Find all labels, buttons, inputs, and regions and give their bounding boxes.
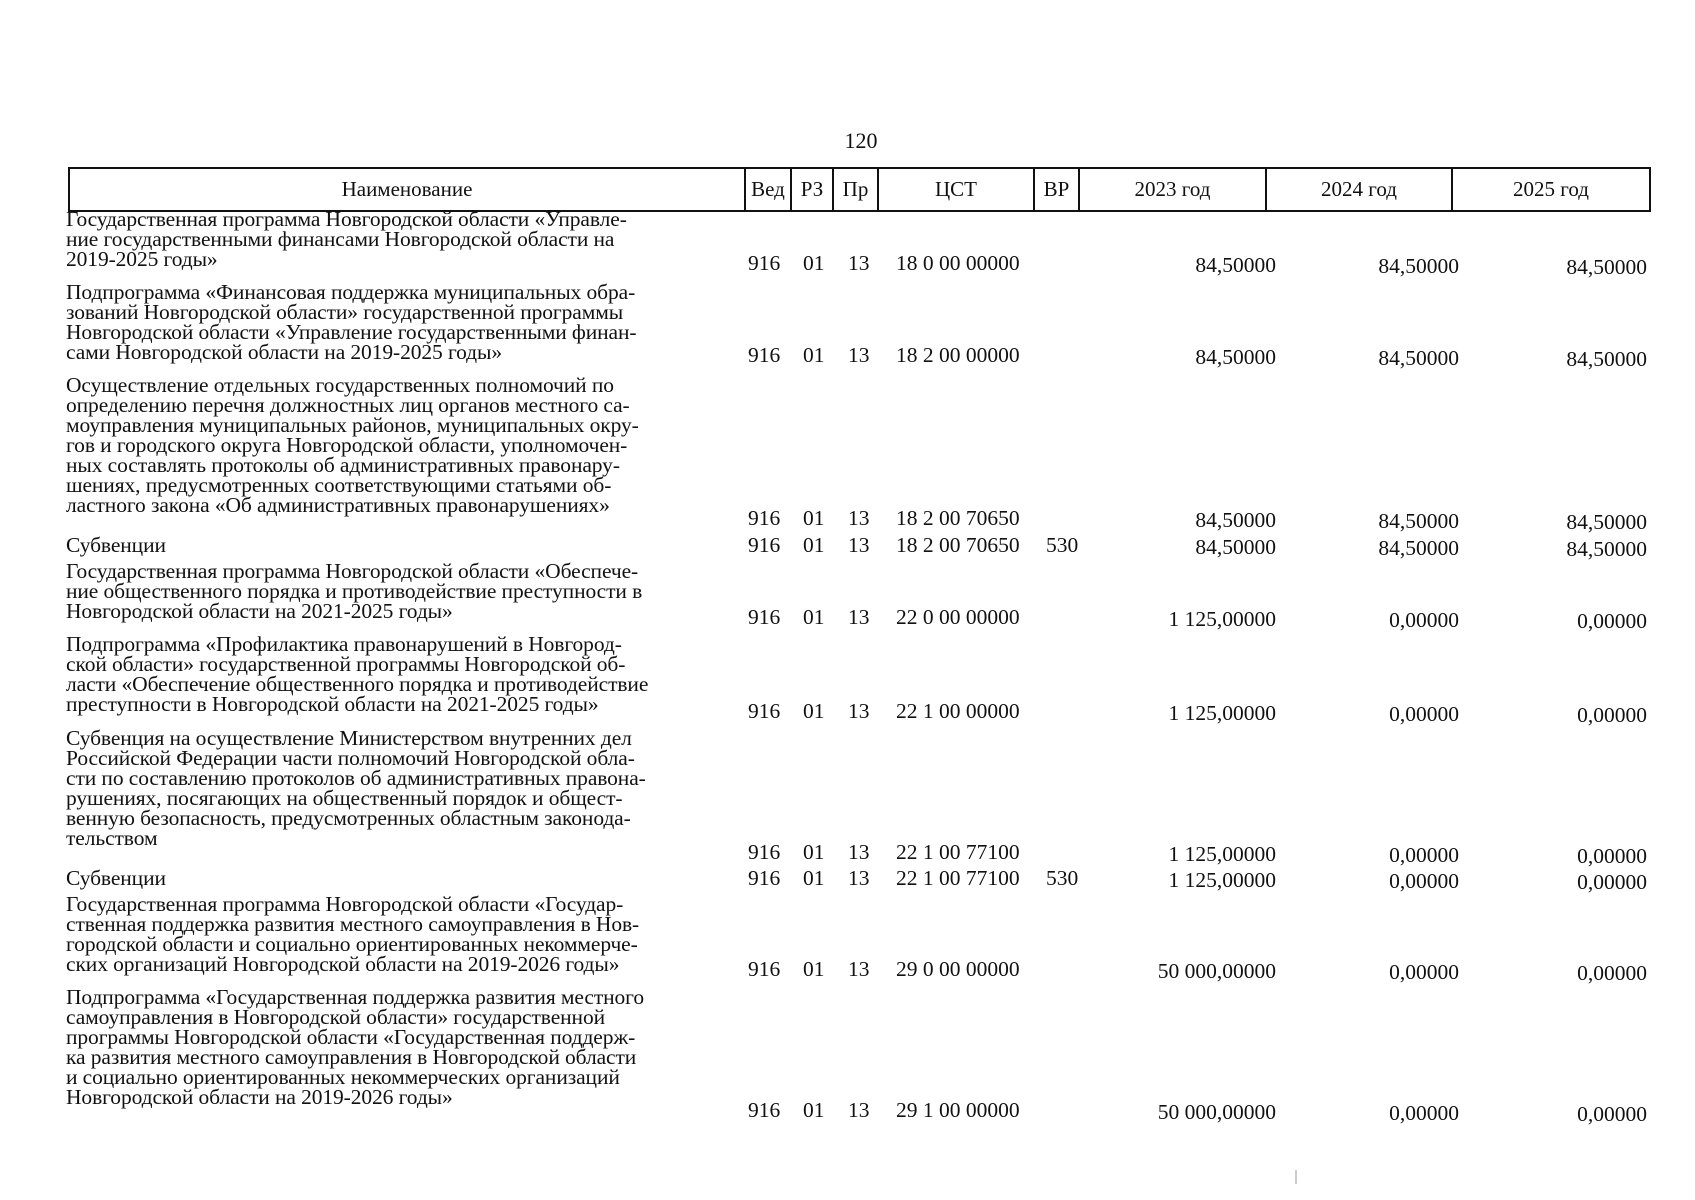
- row-2025: 0,00000: [1577, 844, 1647, 868]
- row-rz: 01: [803, 866, 825, 890]
- row-rz: 01: [803, 957, 825, 981]
- page-number: 120: [844, 128, 878, 153]
- row-pr: 13: [848, 506, 870, 530]
- row-cst: 18 0 00 00000: [896, 251, 1020, 275]
- row-2024: 0,00000: [1389, 608, 1459, 632]
- row-2025: 84,50000: [1566, 510, 1647, 534]
- table-header: [68, 167, 1651, 212]
- row-ved: 916: [748, 840, 781, 864]
- row-2024: 0,00000: [1389, 869, 1459, 893]
- row-rz: 01: [803, 699, 825, 723]
- row-rz: 01: [803, 1098, 825, 1122]
- row-pr: 13: [848, 605, 870, 629]
- row-rz: 01: [803, 605, 825, 629]
- row-ved: 916: [748, 699, 781, 723]
- row-pr: 13: [848, 957, 870, 981]
- row-rz: 01: [803, 506, 825, 530]
- row-rz: 01: [803, 343, 825, 367]
- row-2025: 0,00000: [1577, 703, 1647, 727]
- row-rz: 01: [803, 533, 825, 557]
- row-2025: 0,00000: [1577, 1102, 1647, 1126]
- row-rz: 01: [803, 840, 825, 864]
- row-pr: 13: [848, 699, 870, 723]
- row-2024: 0,00000: [1389, 702, 1459, 726]
- row-rz: 01: [803, 251, 825, 275]
- row-ved: 916: [748, 506, 781, 530]
- header-rz: РЗ: [792, 169, 834, 210]
- row-2023: 1 125,00000: [1168, 842, 1276, 866]
- row-2024: 84,50000: [1378, 346, 1459, 370]
- row-name: Субвенции: [66, 866, 166, 890]
- row-name: Субвенция на осуществление Министерством внутренних дел Российской Федерации части полномочий Новгородской обла- сти по составлению протоколов об административных правона- рушениях, посягающих на общественный порядок и общест- венную безопасность, предусмотренных областным законода- тельством: [66, 726, 646, 850]
- header-vr: ВР: [1035, 169, 1080, 210]
- header-pr: Пр: [834, 169, 879, 210]
- row-pr: 13: [848, 533, 870, 557]
- row-name: Государственная программа Новгородской области «Государ- ственная поддержка развития местного самоуправления в Нов- городской области и социально ориентированных некоммерче- ских организаций Новгородской области на 2019-2026 годы»: [66, 892, 640, 976]
- row-cst: 29 1 00 00000: [896, 1098, 1020, 1122]
- header-2024: 2024 год: [1267, 169, 1453, 210]
- row-ved: 916: [748, 343, 781, 367]
- row-ved: 916: [748, 866, 781, 890]
- row-ved: 916: [748, 251, 781, 275]
- row-pr: 13: [848, 251, 870, 275]
- row-2024: 0,00000: [1389, 843, 1459, 867]
- row-cst: 22 0 00 00000: [896, 605, 1020, 629]
- row-cst: 18 2 00 70650: [896, 533, 1020, 557]
- scan-mark: [1295, 1170, 1297, 1184]
- row-cst: 22 1 00 00000: [896, 699, 1020, 723]
- row-cst: 29 0 00 00000: [896, 957, 1020, 981]
- row-2023: 1 125,00000: [1168, 607, 1276, 631]
- row-2023: 84,50000: [1195, 508, 1276, 532]
- row-ved: 916: [748, 1098, 781, 1122]
- row-2024: 84,50000: [1378, 509, 1459, 533]
- row-name: Государственная программа Новгородской области «Управле- ние государственными финансами Новгородской области на 2019-2025 годы»: [66, 207, 627, 271]
- row-name: Подпрограмма «Государственная поддержка развития местного самоуправления в Новгородской области» государственной программы Новгородской области «Государственная поддерж- ка развития местного самоуправления в Новгородской области и социально ориентированных некоммерческих организаций Новгородской области на 2019-2026 годы»: [66, 985, 645, 1109]
- row-2025: 84,50000: [1566, 537, 1647, 561]
- row-2023: 50 000,00000: [1157, 1100, 1276, 1124]
- row-pr: 13: [848, 840, 870, 864]
- row-name: Субвенции: [66, 533, 166, 557]
- header-2025: 2025 год: [1513, 177, 1589, 201]
- row-2023: 1 125,00000: [1168, 701, 1276, 725]
- row-2023: 50 000,00000: [1157, 959, 1276, 983]
- header-cst: ЦСТ: [879, 169, 1035, 210]
- header-ved: Вед: [746, 169, 792, 210]
- row-cst: 18 2 00 00000: [896, 343, 1020, 367]
- row-cst: 18 2 00 70650: [896, 506, 1020, 530]
- row-ved: 916: [748, 605, 781, 629]
- row-2023: 1 125,00000: [1168, 868, 1276, 892]
- row-2024: 0,00000: [1389, 960, 1459, 984]
- row-pr: 13: [848, 1098, 870, 1122]
- row-2025: 0,00000: [1577, 609, 1647, 633]
- row-2024: 0,00000: [1389, 1101, 1459, 1125]
- row-2025: 84,50000: [1566, 347, 1647, 371]
- row-name: Подпрограмма «Финансовая поддержка муниципальных обра- зований Новгородской области» государственной программы Новгородской области «Управление государственными финан- сами Новгородской области на 2019-2025 годы»: [66, 280, 637, 364]
- row-cst: 22 1 00 77100: [896, 840, 1020, 864]
- row-name: Подпрограмма «Профилактика правонарушений в Новгород- ской области» государственной программы Новгородской об- ласти «Обеспечение общественного порядка и противодействие преступности в Новгородской области на 2021-2025 годы»: [66, 632, 649, 716]
- row-2023: 84,50000: [1195, 253, 1276, 277]
- row-name: Государственная программа Новгородской области «Обеспече- ние общественного порядка и противодействие преступности в Новгородской области на 2021-2025 годы»: [66, 559, 643, 623]
- row-2024: 84,50000: [1378, 536, 1459, 560]
- row-2025: 0,00000: [1577, 870, 1647, 894]
- row-2023: 84,50000: [1195, 535, 1276, 559]
- row-vr: 530: [1046, 533, 1079, 557]
- header-name: Наименование: [70, 169, 746, 210]
- row-2024: 84,50000: [1378, 254, 1459, 278]
- row-cst: 22 1 00 77100: [896, 866, 1020, 890]
- row-2023: 84,50000: [1195, 345, 1276, 369]
- row-vr: 530: [1046, 866, 1079, 890]
- row-pr: 13: [848, 343, 870, 367]
- row-2025: 84,50000: [1566, 255, 1647, 279]
- row-ved: 916: [748, 957, 781, 981]
- row-name: Осуществление отдельных государственных полномочий по определению перечня должностных лиц органов местного са- моуправления муниципальных районов, муниципальных окру- гов и городского округа Новгородской области, уполномочен- ных составлять протоколы об административных правонару- шениях, предусмотренных соответствующими статьями об- ластного закона «Об административных правонарушениях»: [66, 373, 639, 517]
- header-2023: 2023 год: [1080, 169, 1267, 210]
- row-ved: 916: [748, 533, 781, 557]
- row-pr: 13: [848, 866, 870, 890]
- row-2025: 0,00000: [1577, 961, 1647, 985]
